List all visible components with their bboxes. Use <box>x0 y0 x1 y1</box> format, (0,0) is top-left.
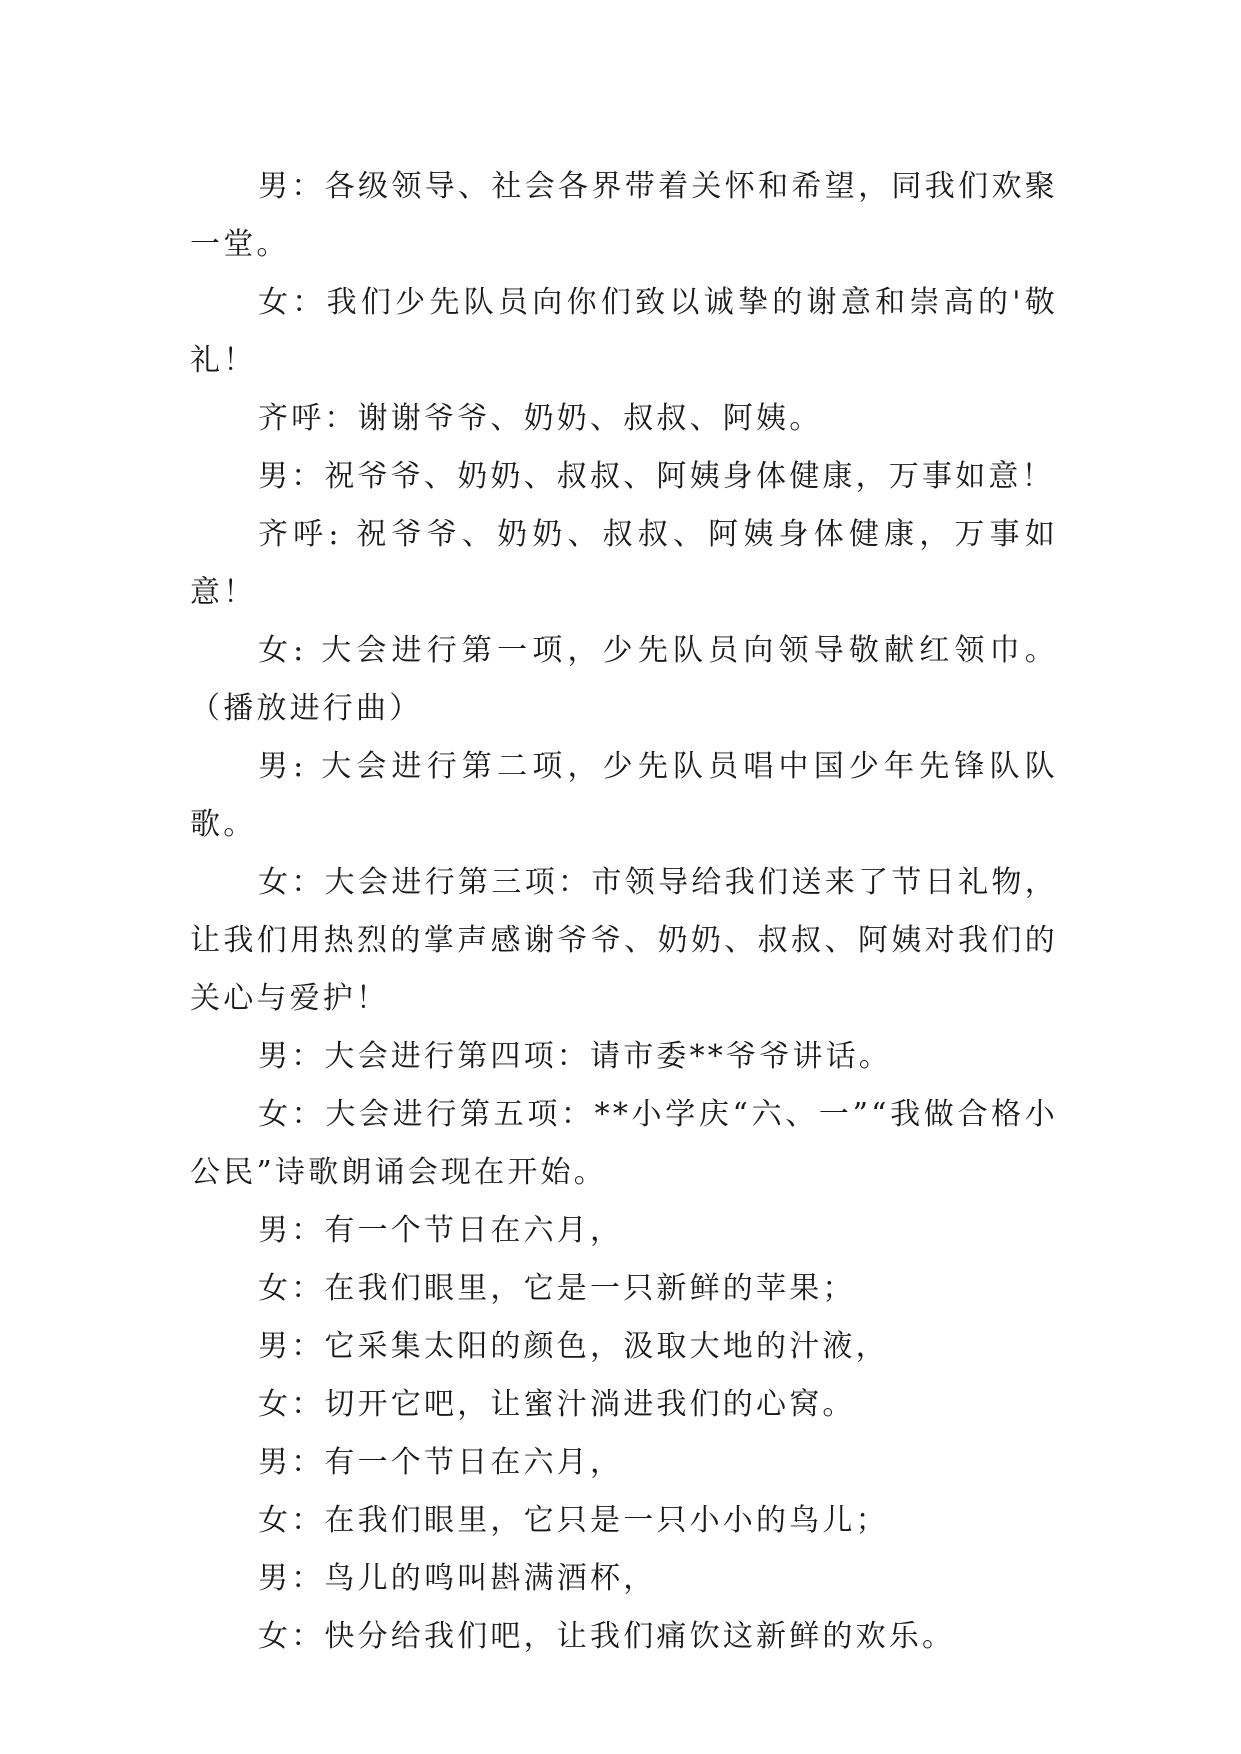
paragraph-8: 女：大会进行第三项：市领导给我们送来了节日礼物，让我们用热烈的掌声感谢爷爷、奶奶、叔叔、阿姨对我们的关心与爱护！ <box>190 865 1058 1016</box>
paragraph-2: 女：我们少先队员向你们致以诚挚的谢意和崇高的'敬礼！ <box>190 285 1058 378</box>
paragraph-3: 齐呼：谢谢爷爷、奶奶、叔叔、阿姨。 <box>258 401 823 436</box>
document-body <box>190 158 1058 1666</box>
paragraph-11: 男：有一个节日在六月， <box>258 1213 624 1248</box>
paragraph-10: 女：大会进行第五项：**小学庆“六、一”“我做合格小公民”诗歌朗诵会现在开始。 <box>190 1097 1058 1190</box>
paragraph-9: 男：大会进行第四项：请市委**爷爷讲话。 <box>258 1039 892 1074</box>
paragraph-17: 男：鸟儿的鸣叫斟满酒杯， <box>258 1561 657 1596</box>
paragraph-6: 女: 大会进行第一项，少先队员向领导敬献红领巾。（播放进行曲） <box>190 633 1058 726</box>
paragraph-16: 女：在我们眼里，它只是一只小小的鸟儿； <box>258 1503 889 1538</box>
paragraph-18: 女：快分给我们吧，让我们痛饮这新鲜的欢乐。 <box>258 1619 956 1654</box>
paragraph-14: 女：切开它吧，让蜜汁淌进我们的心窝。 <box>258 1387 856 1422</box>
paragraph-5: 齐呼: 祝爷爷、奶奶、叔叔、阿姨身体健康，万事如意！ <box>190 517 1058 610</box>
paragraph-1: 男：各级领导、社会各界带着关怀和希望，同我们欢聚一堂。 <box>190 169 1058 262</box>
paragraph-12: 女：在我们眼里，它是一只新鲜的苹果； <box>258 1271 856 1306</box>
paragraph-7: 男: 大会进行第二项，少先队员唱中国少年先锋队队歌。 <box>190 749 1058 842</box>
paragraph-15: 男：有一个节日在六月， <box>258 1445 624 1480</box>
paragraph-4: 男：祝爷爷、奶奶、叔叔、阿姨身体健康，万事如意！ <box>258 459 1055 494</box>
paragraph-13: 男：它采集太阳的颜色，汲取大地的汁液， <box>258 1329 889 1364</box>
